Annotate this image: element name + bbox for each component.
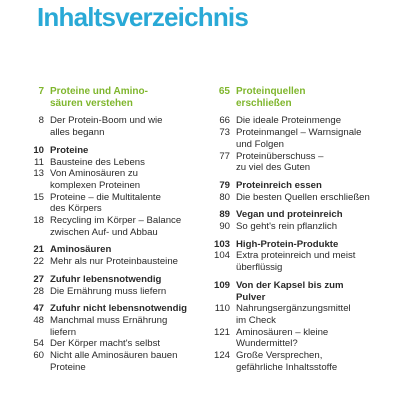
toc-entry-title: Proteine – die Multitalente des Körpers [50,191,161,215]
toc-entry-title: Proteine [50,144,89,156]
toc-entry-item [14,157,200,169]
toc-page-number: 90 [219,221,230,233]
toc-entry-title: So geht's rein pflanzlich [236,221,338,233]
toc-entry-title: Von der Kapsel bis zum Pulver [236,279,344,303]
toc-page-number: 80 [219,191,230,203]
page-title: Inhaltsverzeichnis [37,2,249,32]
toc-entry-title: Aminosäuren – kleine Wundermittel? [236,326,329,350]
toc-entry-section [203,239,398,251]
toc-page-number: 66 [219,115,230,127]
toc-entry-title: Aminosäuren [50,244,112,256]
toc-entry-item [203,151,398,174]
toc-entry-title: Die besten Quellen erschließen [236,191,370,203]
toc-entry-title: Von Aminosäuren zu komplexen Proteinen [50,168,141,191]
toc-entry-title: Zufuhr nicht lebensnotwendig [50,303,187,315]
toc-page-number: 65 [218,86,230,97]
toc-entry-item [203,115,398,127]
toc-entry-item [203,303,398,326]
toc-entry-section [203,280,398,303]
toc-entry-title: Die Ernährung muss liefern [50,285,167,297]
toc-column-left [14,86,200,373]
toc-page-number: 124 [213,350,230,362]
toc-page-number: 89 [219,209,230,221]
toc-entry-section [14,244,200,256]
toc-page-number: 7 [38,86,44,97]
toc-entry-title: Die ideale Proteinmenge [236,115,342,127]
toc-page-number: 11 [34,156,44,168]
toc-page-number: 10 [33,144,44,156]
toc-page-number: 73 [219,127,230,139]
toc-entry-section [203,180,398,192]
toc-entry-item [14,115,200,138]
toc-entry-title: Proteinmangel – Warnsignale und Folgen [236,127,362,150]
toc-page-number: 104 [213,250,230,262]
toc-entry-item [203,327,398,350]
toc-entry-title: Proteinüberschuss – zu viel des Guten [236,150,324,174]
toc-entry-title: Extra proteinreich und meist überflüssig [236,250,356,274]
toc-entry-title: Proteinreich essen [236,179,322,191]
toc-entry-title: Recycling im Körper – Balance zwischen Auf- und Abbau [50,215,182,238]
toc-entry-item [203,221,398,233]
toc-entry-title: Nahrungsergänzungsmittel im Check [236,303,351,326]
toc-entry-title: Nicht alle Aminosäuren bauen Proteine [50,350,178,373]
toc-page-number: 110 [214,303,230,315]
toc-page-number: 22 [33,256,44,268]
toc-entry-title: Vegan und proteinreich [236,209,343,221]
toc-page-number: 8 [38,115,44,127]
toc-entry-title: Der Protein-Boom und wie alles begann [50,115,163,139]
toc-column-right [203,86,398,373]
toc-entry-chapter [14,86,200,109]
toc-page-number: 13 [33,168,44,180]
toc-entry-item [203,192,398,204]
toc-entry-title: Zufuhr lebensnotwendig [50,273,162,285]
toc-entry-title: Bausteine des Lebens [50,156,145,168]
toc-page-number: 103 [213,238,230,250]
toc-page-number: 77 [219,150,230,162]
toc-page-number: 28 [33,285,44,297]
toc-entry-title: Große Versprechen, gefährliche Inhaltsstoffe [236,350,338,373]
toc-entry-chapter [203,86,398,109]
toc-entry-section [203,209,398,221]
toc-entry-item [203,250,398,273]
toc-entry-item [203,350,398,373]
toc-page-number: 18 [33,215,44,227]
toc-page-number: 54 [33,338,44,350]
toc-entry-section [14,303,200,315]
toc-page-number: 15 [33,191,44,203]
toc-page-number: 27 [33,273,44,285]
toc-entry-title: Manchmal muss Ernährung liefern [50,314,168,338]
toc-entry-item [14,350,200,373]
toc-entry-item [14,315,200,338]
toc-page-number: 60 [33,350,44,362]
toc-entry-section [14,145,200,157]
toc-entry-title: Der Körper macht's selbst [50,338,161,350]
toc-entry-title: High-Protein-Produkte [236,238,339,250]
toc-page-number: 121 [213,326,230,338]
toc-entry-title: Proteinquellen erschließen [236,86,306,109]
toc-entry-title: Proteine und Amino- säuren verstehen [50,86,148,109]
toc-entry-item [14,338,200,350]
toc-page-number: 109 [213,279,230,291]
toc-entry-item [14,168,200,191]
toc-entry-item [203,127,398,150]
toc-page-number: 79 [219,179,230,191]
toc-page-number: 21 [33,244,44,256]
toc-page-number: 48 [33,314,44,326]
toc-entry-title: Mehr als nur Proteinbausteine [50,256,178,268]
toc-entry-item [14,286,200,298]
toc-entry-section [14,274,200,286]
toc-entry-item [14,215,200,238]
toc-entry-item [14,192,200,215]
toc-entry-item [14,256,200,268]
toc-page-number: 47 [33,303,44,315]
